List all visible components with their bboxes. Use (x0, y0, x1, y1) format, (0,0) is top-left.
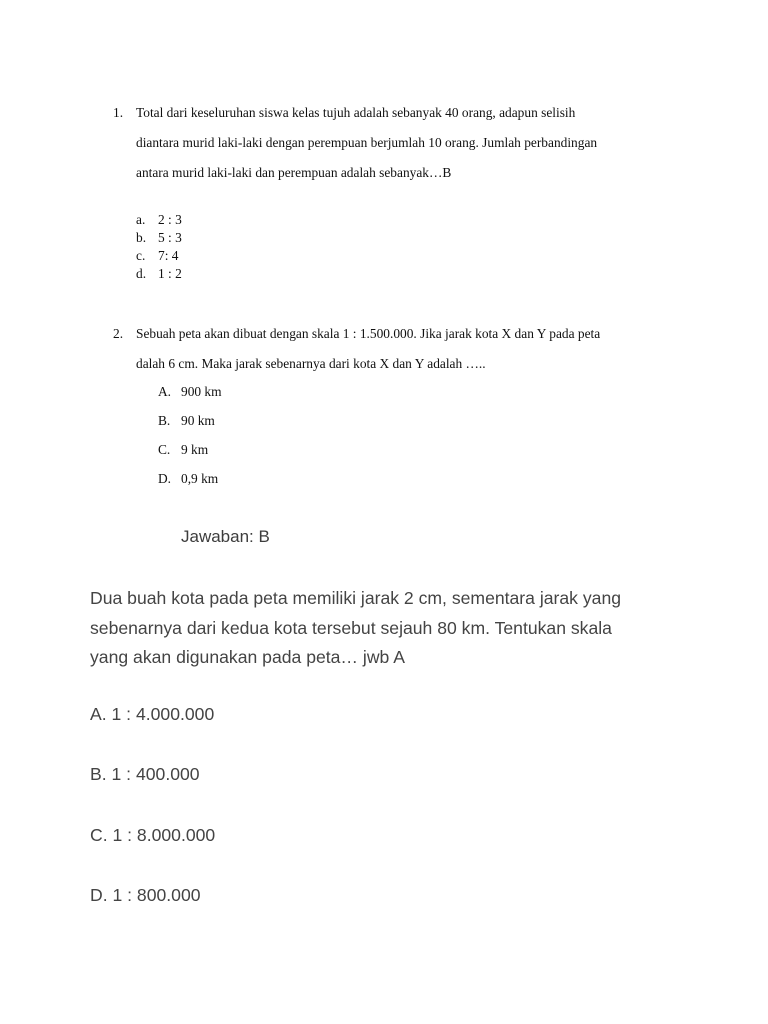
question-2-number: 2. (113, 326, 124, 341)
question-2-option-a-text: 900 km (181, 384, 222, 399)
question-1-option-b-letter: b. (136, 230, 147, 245)
question-2-option-c-letter: C. (158, 442, 171, 457)
question-2-option-d-text: 0,9 km (181, 471, 219, 486)
question-1-option-c-letter: c. (136, 248, 146, 263)
question-3-option-a: A. 1 : 4.000.000 (90, 704, 215, 724)
question-1-option-a-text: 2 : 3 (158, 212, 182, 227)
question-1-line-1: Total dari keseluruhan siswa kelas tujuh adalah sebanyak 40 orang, adapun selisih (136, 105, 576, 120)
question-3-option-d: D. 1 : 800.000 (90, 885, 201, 905)
question-3-line-1: Dua buah kota pada peta memiliki jarak 2 cm, sementara jarak yang (90, 588, 622, 608)
question-2-answer: Jawaban: B (181, 527, 270, 546)
question-3-option-c: C. 1 : 8.000.000 (90, 825, 216, 845)
question-1-option-c-text: 7: 4 (158, 248, 179, 263)
question-3-line-2: sebenarnya dari kedua kota tersebut sejauh 80 km. Tentukan skala (90, 617, 612, 638)
question-1-number: 1. (113, 105, 124, 120)
question-2-line-1: Sebuah peta akan dibuat dengan skala 1 : 1.500.000. Jika jarak kota X dan Y pada peta (136, 326, 601, 341)
question-1-option-a-letter: a. (136, 212, 146, 227)
question-1-line-3: antara murid laki-laki dan perempuan adalah sebanyak…B (136, 165, 452, 180)
question-3-line-3: yang akan digunakan pada peta… jwb A (90, 647, 405, 667)
question-2-option-c-text: 9 km (181, 442, 209, 457)
question-2-option-a-letter: A. (158, 384, 172, 399)
question-1-line-2: diantara murid laki-laki dengan perempuan berjumlah 10 orang. Jumlah perbandingan (136, 135, 598, 150)
question-1-option-b-text: 5 : 3 (158, 230, 182, 245)
question-3-text (90, 584, 730, 673)
question-3-option-b: B. 1 : 400.000 (90, 764, 200, 784)
question-1-option-d-text: 1 : 2 (158, 266, 182, 281)
question-2-option-b-letter: B. (158, 413, 171, 428)
question-2-option-d-letter: D. (158, 471, 172, 486)
question-1-option-d-letter: d. (136, 266, 147, 281)
question-2-option-b-text: 90 km (181, 413, 215, 428)
question-2-line-2: dalah 6 cm. Maka jarak sebenarnya dari kota X dan Y adalah ….. (136, 356, 486, 371)
